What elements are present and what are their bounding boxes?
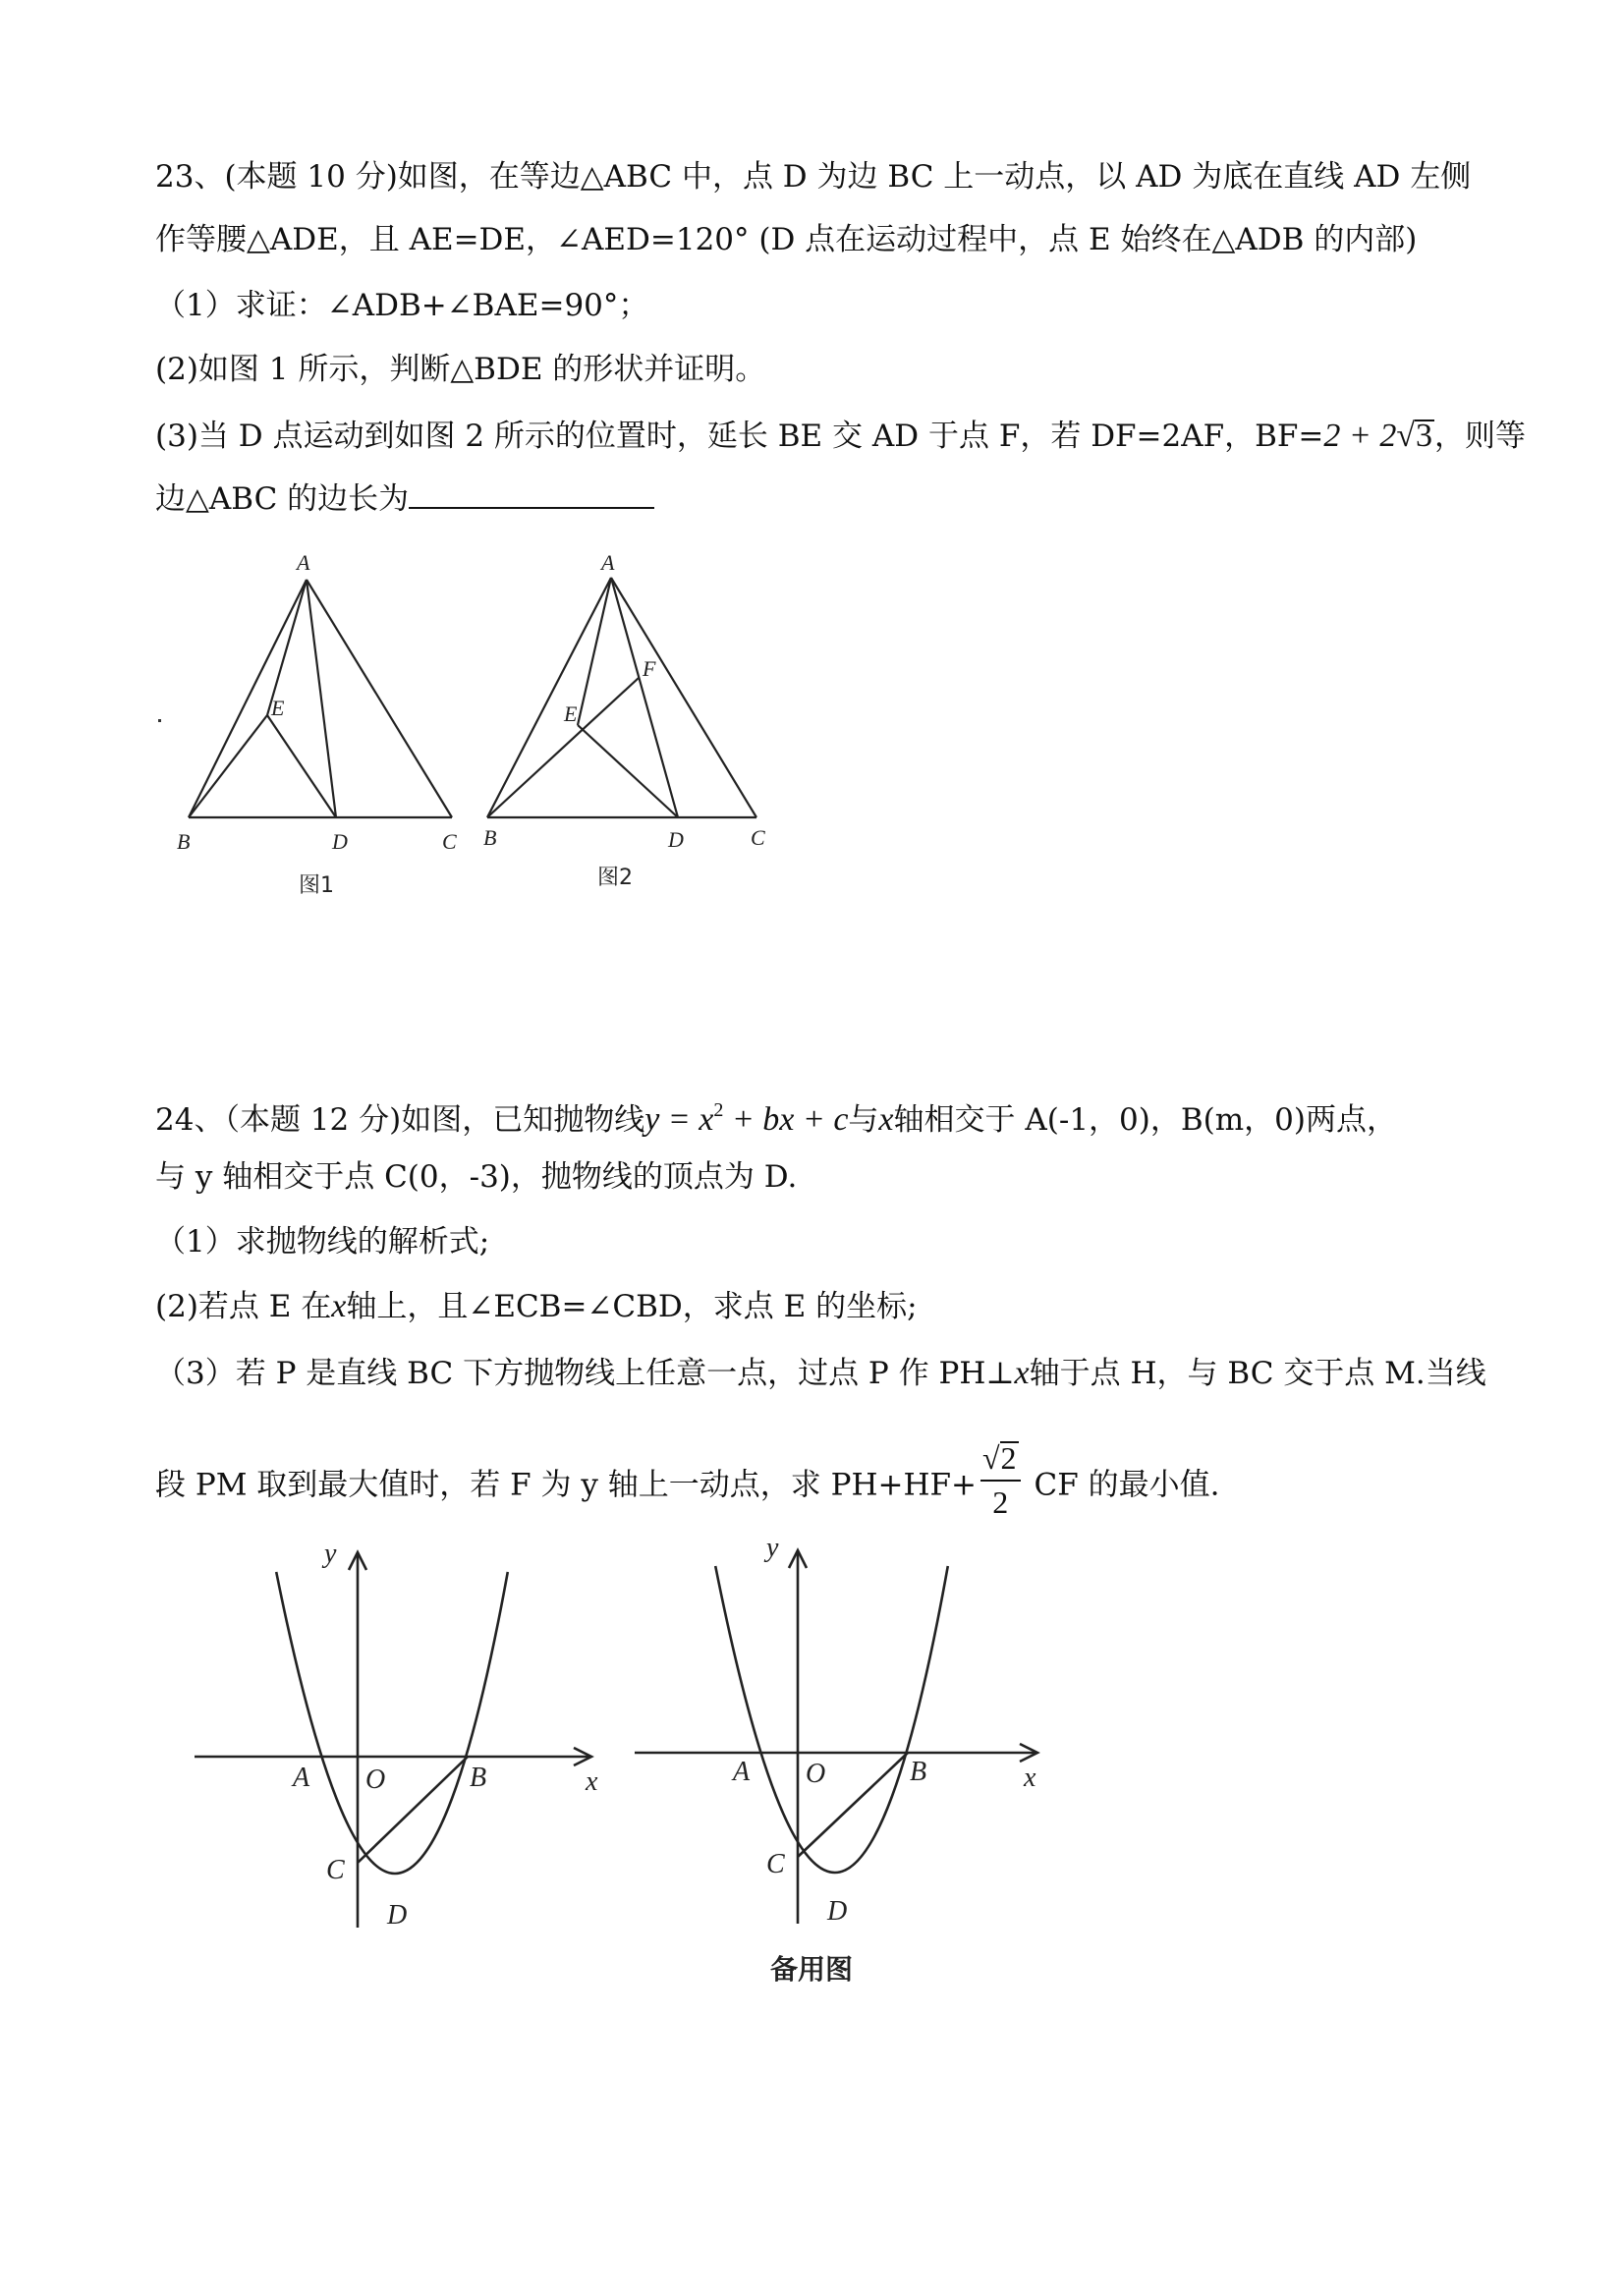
q24-part2-x: x [331,1288,347,1324]
q24-part1: （1）求抛物线的解析式; [155,1224,490,1260]
q24-line2: 与 y 轴相交于点 C(0，-3)，抛物线的顶点为 D. [155,1159,798,1195]
q23-bf-expr-b: 3 [1416,418,1433,454]
q24-part2-text-b: 轴上，且∠ECB=∠CBD，求点 E 的坐标; [346,1289,918,1324]
fig4-label-x: x [1024,1763,1036,1793]
fig3-label-c: C [326,1855,345,1885]
q23-part1: （1）求证：∠ADB+∠BAE=90°； [155,288,649,323]
q23-bf-expr-a: 2 + 2 [1323,418,1397,454]
fig3-label-x: x [586,1766,598,1797]
q24-part3-text-c: 段 PM 取到最大值时，若 F 为 y 轴上一动点，求 PH+HF+ [155,1467,977,1503]
fig4-parabola [715,1566,948,1873]
q24-part3-text-b: 轴于点 H，与 BC 交于点 M.当线 [1029,1356,1486,1391]
q24-line1-text-a: 24、（本题 12 分)如图，已知抛物线 [155,1102,645,1138]
fig4-label-c: C [766,1849,785,1879]
fig2-label-d: D [668,827,684,852]
fig4-label-d: D [827,1896,848,1927]
q24-part2-text-a: (2)若点 E 在 [155,1289,332,1324]
q24-eq-rest: + bx + c [731,1101,849,1138]
q24-line1-text-c: 轴相交于 A(-1，0)，B(m，0)两点， [893,1102,1397,1138]
fig2-label-f: F [643,656,656,681]
fig1-caption: 图1 [299,873,334,898]
fig3-label-o: O [365,1764,386,1795]
fig2-caption: 图2 [597,866,633,890]
fig4-label-b: B [910,1757,927,1787]
q24-equation: $y = x^2$ + bx + c [644,1099,849,1138]
q24-eq-y: y [644,1101,660,1138]
q23-part3-text-c: 边△ABC 的边长为 [155,481,410,517]
q24-part3-text-d: CF 的最小值. [1034,1467,1220,1503]
q24-line1-x: x [878,1101,894,1138]
fig4-caption: 备用图 [770,1953,854,1986]
fig1-label-c: C [442,829,457,854]
fig2-label-a: A [601,550,615,575]
fig3-label-b: B [470,1763,487,1793]
q24-eq-exponent: 2 [713,1099,724,1121]
q24-part3-text-a: （3）若 P 是直线 BC 下方抛物线上任意一点，过点 P 作 PH⊥ [155,1356,1015,1391]
fig3-label-y: y [324,1539,337,1569]
q23-part3-text-a: (3)当 D 点运动到如图 2 所示的位置时，延长 BE 交 AD 于点 F，若 DF=2AF，BF= [155,419,1324,454]
fig1-label-b: B [177,829,191,854]
fig4-label-y: y [766,1533,779,1563]
fig2-label-b: B [483,825,497,850]
fig1-label-a: A [297,550,310,575]
fig3-label-a: A [293,1763,310,1793]
q24-eq-x: x [699,1101,714,1138]
fig2-label-c: C [751,825,765,850]
q24-part3-x: x [1014,1355,1030,1391]
fig3-label-d: D [387,1900,408,1931]
fig1-label-e: E [271,696,285,720]
sqrt-radical-icon: √ [981,1440,1000,1476]
fig2-label-e: E [564,701,578,726]
q23-line2: 作等腰△ADE，且 AE=DE，∠AED=120° (D 点在运动过程中，点 E 始终在△ADB 的内部) [155,222,1418,257]
sqrt-radical-icon: √ [1396,418,1416,454]
fig4-label-a: A [733,1757,751,1787]
q23-line1: 23、(本题 10 分)如图，在等边△ABC 中，点 D 为边 BC 上一动点，以 AD 为底在直线 AD 左侧 [155,159,1472,195]
q24-line1-text-b: 与 [848,1102,879,1138]
fig1-label-d: D [332,829,348,854]
q24-fraction-denominator: 2 [992,1484,1009,1520]
q23-part2: (2)如图 1 所示，判断△BDE 的形状并证明。 [155,352,766,387]
q24-frac-num-value: 2 [1000,1440,1017,1476]
q23-part3-text-b: ，则等 [1434,419,1527,454]
fig4-label-o: O [806,1759,826,1789]
